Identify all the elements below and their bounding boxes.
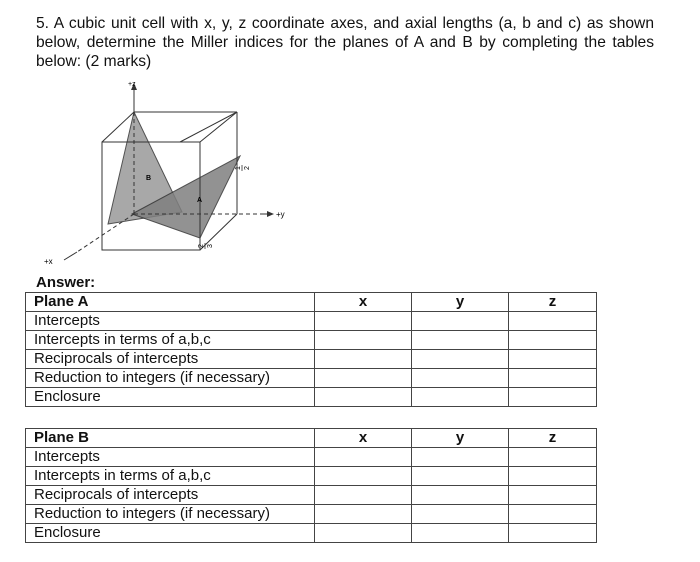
answer-cell-z[interactable]	[509, 486, 597, 505]
table-row	[26, 350, 597, 369]
answer-cell-x[interactable]	[315, 312, 412, 331]
question-text: 5. A cubic unit cell with x, y, z coordinate axes, and axial lengths (a, b and c) as shown below, determine the Miller indices for the planes of A and B by completing the tables below: (2 marks)	[36, 15, 654, 70]
table-row	[26, 293, 597, 312]
answer-cell-x[interactable]	[315, 369, 412, 388]
plane-a-label: A	[197, 197, 203, 204]
answer-cell-y[interactable]	[412, 524, 509, 543]
answer-label: Answer:	[36, 274, 96, 291]
answer-cell-y[interactable]	[412, 505, 509, 524]
column-y-header: y	[412, 293, 509, 312]
table-row	[26, 467, 597, 486]
fraction-twothird-denominator: 3	[207, 244, 214, 248]
row-label-enclosure: Enclosure	[26, 388, 315, 407]
table-row	[26, 486, 597, 505]
axis-y-label: +y	[276, 210, 285, 219]
answer-cell-y[interactable]	[412, 312, 509, 331]
row-label-intercepts: Intercepts	[26, 312, 315, 331]
table-row	[26, 448, 597, 467]
answer-cell-y[interactable]	[412, 350, 509, 369]
row-label-enclosure: Enclosure	[26, 524, 315, 543]
row-label-reciprocals: Reciprocals of intercepts	[26, 486, 315, 505]
answer-cell-x[interactable]	[315, 448, 412, 467]
answer-cell-y[interactable]	[412, 388, 509, 407]
answer-cell-z[interactable]	[509, 369, 597, 388]
answer-cell-y[interactable]	[412, 467, 509, 486]
answer-cell-z[interactable]	[509, 350, 597, 369]
table-row	[26, 524, 597, 543]
unit-cell-diagram	[22, 80, 292, 270]
fraction-half-numerator: 1	[235, 166, 242, 170]
plane-b-table	[25, 428, 597, 543]
row-label-reciprocals: Reciprocals of intercepts	[26, 350, 315, 369]
row-label-intercepts-abc: Intercepts in terms of a,b,c	[26, 467, 315, 486]
fraction-half-denominator: 2	[244, 166, 251, 170]
column-z-header: z	[509, 293, 597, 312]
answer-cell-y[interactable]	[412, 486, 509, 505]
answer-cell-z[interactable]	[509, 524, 597, 543]
plane-a-table	[25, 292, 597, 407]
axis-z-label: +z	[128, 81, 136, 88]
answer-cell-z[interactable]	[509, 388, 597, 407]
table-row	[26, 331, 597, 350]
answer-cell-x[interactable]	[315, 331, 412, 350]
table-row	[26, 312, 597, 331]
plane-a-title: Plane A	[26, 293, 315, 312]
answer-cell-y[interactable]	[412, 448, 509, 467]
table-row	[26, 505, 597, 524]
answer-cell-z[interactable]	[509, 505, 597, 524]
column-x-header: x	[315, 293, 412, 312]
answer-cell-y[interactable]	[412, 331, 509, 350]
table-row	[26, 388, 597, 407]
answer-cell-x[interactable]	[315, 388, 412, 407]
axis-x-label: +x	[44, 257, 53, 266]
row-label-reduction: Reduction to integers (if necessary)	[26, 369, 315, 388]
column-y-header: y	[412, 429, 509, 448]
table-row	[26, 369, 597, 388]
answer-cell-x[interactable]	[315, 350, 412, 369]
answer-cell-z[interactable]	[509, 448, 597, 467]
column-x-header: x	[315, 429, 412, 448]
answer-cell-x[interactable]	[315, 505, 412, 524]
row-label-intercepts-abc: Intercepts in terms of a,b,c	[26, 331, 315, 350]
plane-b-label: B	[146, 175, 152, 182]
row-label-reduction: Reduction to integers (if necessary)	[26, 505, 315, 524]
column-z-header: z	[509, 429, 597, 448]
answer-cell-z[interactable]	[509, 467, 597, 486]
row-label-intercepts: Intercepts	[26, 448, 315, 467]
answer-cell-x[interactable]	[315, 486, 412, 505]
fraction-twothird-numerator: 2	[198, 244, 205, 248]
answer-cell-y[interactable]	[412, 369, 509, 388]
table-row	[26, 429, 597, 448]
answer-cell-x[interactable]	[315, 467, 412, 486]
answer-cell-z[interactable]	[509, 331, 597, 350]
answer-cell-z[interactable]	[509, 312, 597, 331]
plane-b-title: Plane B	[26, 429, 315, 448]
answer-cell-x[interactable]	[315, 524, 412, 543]
